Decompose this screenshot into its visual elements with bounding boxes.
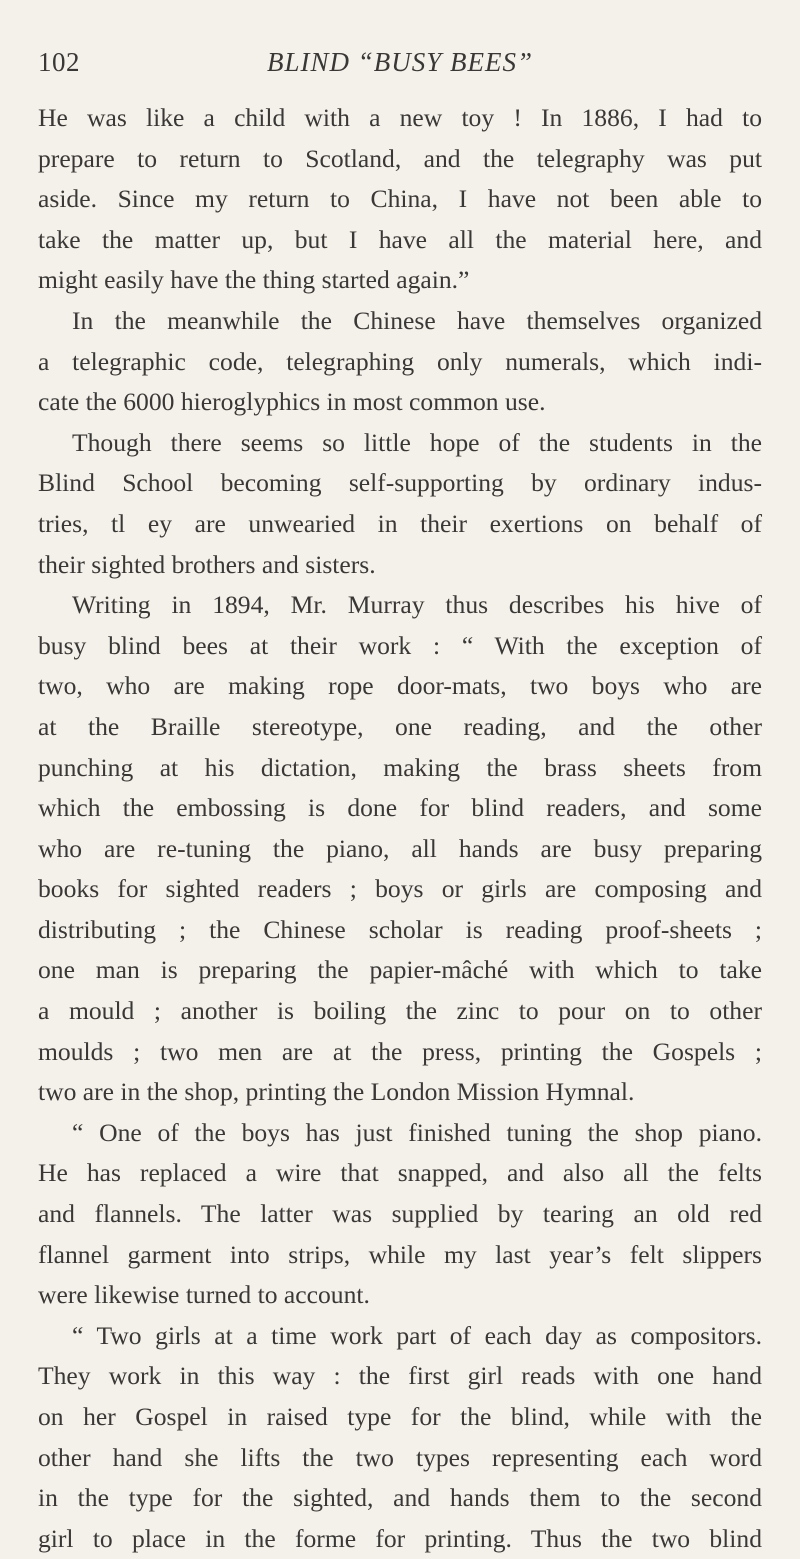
text-line: punching at his dictation, making the brass sheets from: [38, 752, 762, 782]
text-line: one man is preparing the papier-mâché with which to take: [38, 955, 762, 985]
text-line: books for sighted readers ; boys or girls are composing and: [38, 874, 762, 904]
text-line: girl to place in the forme for printing. Thus the two blind: [38, 1523, 762, 1553]
text-line: Blind School becoming self-supporting by ordinary indus-: [38, 468, 762, 498]
text-line: “ Two girls at a time work part of each day as compositors.: [72, 1320, 762, 1350]
text-line: other hand she lifts the two types representing each word: [38, 1442, 762, 1472]
text-line: take the matter up, but I have all the material here, and: [38, 224, 762, 254]
page-header: [38, 47, 762, 87]
text-line: distributing ; the Chinese scholar is reading proof-sheets ;: [38, 914, 762, 944]
text-line: moulds ; two men are at the press, printing the Gospels ;: [38, 1036, 762, 1066]
text-line: and flannels. The latter was supplied by tearing an old red: [38, 1199, 762, 1229]
text-line: flannel garment into strips, while my last year’s felt slippers: [38, 1239, 762, 1269]
body-text: [38, 98, 762, 1559]
text-line: cate the 6000 hieroglyphics in most common use.: [38, 387, 546, 417]
text-line: a telegraphic code, telegraphing only numerals, which indi-: [38, 346, 762, 376]
text-line: “ One of the boys has just finished tuning the shop piano.: [72, 1117, 762, 1147]
text-line: Though there seems so little hope of the students in the: [72, 427, 762, 457]
text-line: Writing in 1894, Mr. Murray thus describes his hive of: [72, 590, 762, 620]
text-line: were likewise turned to account.: [38, 1280, 370, 1310]
text-line: in the type for the sighted, and hands them to the second: [38, 1483, 762, 1513]
text-line: He has replaced a wire that snapped, and also all the felts: [38, 1158, 762, 1188]
text-line: aside. Since my return to China, I have not been able to: [38, 184, 762, 214]
running-title: BLIND “BUSY BEES”: [266, 47, 534, 77]
text-line: They work in this way : the first girl reads with one hand: [38, 1361, 762, 1391]
text-line: In the meanwhile the Chinese have themselves organized: [72, 305, 762, 335]
text-line: busy blind bees at their work : “ With the exception of: [38, 630, 762, 660]
text-line: tries, tl ey are unwearied in their exertions on behalf of: [38, 508, 762, 538]
text-line: two are in the shop, printing the London Mission Hymnal.: [38, 1077, 635, 1107]
text-line: their sighted brothers and sisters.: [38, 549, 376, 579]
text-line: might easily have the thing started again.”: [38, 265, 470, 295]
text-line: two, who are making rope door-mats, two boys who are: [38, 671, 762, 701]
page-number: 102: [38, 47, 80, 77]
text-line: on her Gospel in raised type for the blind, while with the: [38, 1402, 762, 1431]
text-line: at the Braille stereotype, one reading, and the other: [38, 711, 762, 741]
text-line: a mould ; another is boiling the zinc to pour on to other: [38, 996, 762, 1026]
text-line: who are re-tuning the piano, all hands are busy preparing: [38, 833, 762, 863]
text-line: which the embossing is done for blind readers, and some: [38, 793, 762, 823]
text-line: He was like a child with a new toy ! In 1886, I had to: [38, 103, 762, 132]
text-line: prepare to return to Scotland, and the telegraphy was put: [38, 143, 762, 173]
